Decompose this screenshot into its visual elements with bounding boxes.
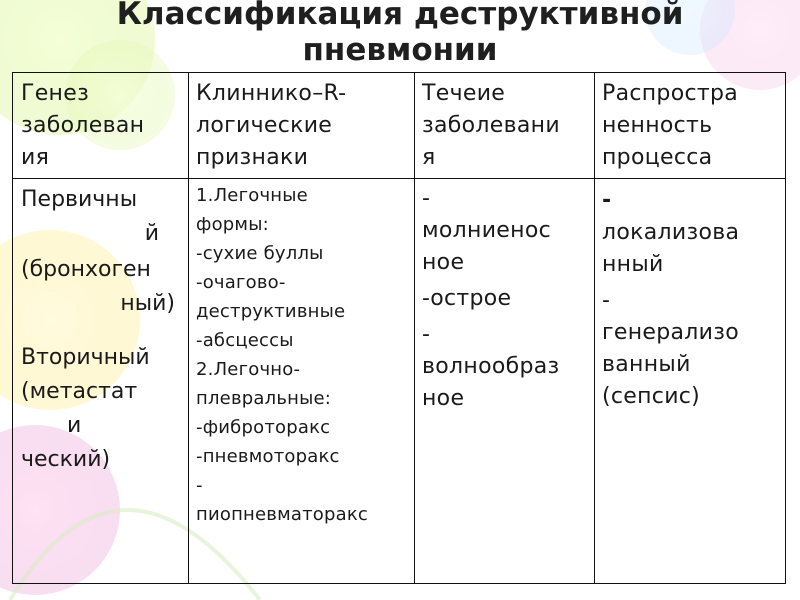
cell-text-line: ное xyxy=(422,250,465,275)
spread-cell xyxy=(602,185,782,413)
header-genesis xyxy=(21,78,189,174)
header-text-line: ненность xyxy=(602,113,713,138)
cell-text-line: ное xyxy=(422,386,465,411)
cell-text-line: волнообраз xyxy=(422,354,560,379)
page-title xyxy=(0,0,800,68)
cell-text-line: (метастат xyxy=(21,379,138,404)
cell-text-line: молниенос xyxy=(422,218,551,243)
cell-text-line: локализова xyxy=(602,220,740,245)
cell-text-line: нный xyxy=(602,252,664,277)
header-text-line: я xyxy=(422,145,436,170)
header-spread xyxy=(602,78,782,174)
cell-text-line: ческий) xyxy=(21,447,111,472)
cell-text-line: - xyxy=(602,288,611,313)
cell-text-line: Вторичный xyxy=(21,345,150,370)
header-course xyxy=(422,78,595,174)
header-text-line: заболевани xyxy=(422,113,560,138)
cell-text-line: -пневмоторакс xyxy=(196,446,340,467)
header-divider xyxy=(13,178,785,179)
cell-text-line: 2.Легочно- xyxy=(196,359,301,380)
header-text-line: Распростра xyxy=(602,81,739,106)
cell-text-line: - xyxy=(602,188,612,213)
cell-text-line: 1.Легочные xyxy=(196,185,308,206)
header-clinical-signs xyxy=(196,78,416,174)
cell-text-line: -очагово- xyxy=(196,272,286,293)
cell-text-line: -сухие буллы xyxy=(196,243,324,264)
header-text-line: логические xyxy=(196,113,333,138)
genesis-cell xyxy=(21,183,189,477)
cell-text-line: ный) xyxy=(120,291,175,316)
header-text-line: Генез xyxy=(21,81,90,106)
cell-text-line: (бронхоген xyxy=(21,257,151,282)
cell-text-line: ванный xyxy=(602,352,691,377)
cell-text-line: деструктивные xyxy=(196,301,346,322)
cell-text-line: (сепсис) xyxy=(602,384,701,409)
title-line-2: пневмонии xyxy=(302,32,498,68)
header-text-line: Течеие xyxy=(422,81,506,106)
cell-text-line: - xyxy=(422,186,431,211)
cell-text-line: формы: xyxy=(196,214,269,235)
cell-text-line: - xyxy=(422,322,431,347)
header-text-line: процесса xyxy=(602,145,713,170)
cell-text-line: и xyxy=(67,413,82,438)
header-text-line: заболеван xyxy=(21,113,145,138)
cell-text-line: Первичны xyxy=(21,187,138,212)
cell-text-line: плевральные: xyxy=(196,388,332,409)
cell-text-line: -абсцессы xyxy=(196,330,294,351)
classification-table xyxy=(12,72,786,584)
cell-text-line: генерализо xyxy=(602,320,739,345)
cell-text-line: пиопневматоракс xyxy=(196,504,369,525)
course-cell xyxy=(422,183,595,415)
header-text-line: ия xyxy=(21,145,50,170)
header-text-line: признаки xyxy=(196,145,309,170)
cell-text-line: й xyxy=(144,221,159,246)
clinical-signs-cell xyxy=(196,181,416,529)
cell-text-line: -острое xyxy=(422,286,512,311)
title-line-1: Классификация деструктивной xyxy=(116,0,684,32)
cell-text-line: -фиброторакс xyxy=(196,417,331,438)
header-text-line: Клиннико–R- xyxy=(196,81,347,106)
cell-text-line: - xyxy=(196,475,203,496)
